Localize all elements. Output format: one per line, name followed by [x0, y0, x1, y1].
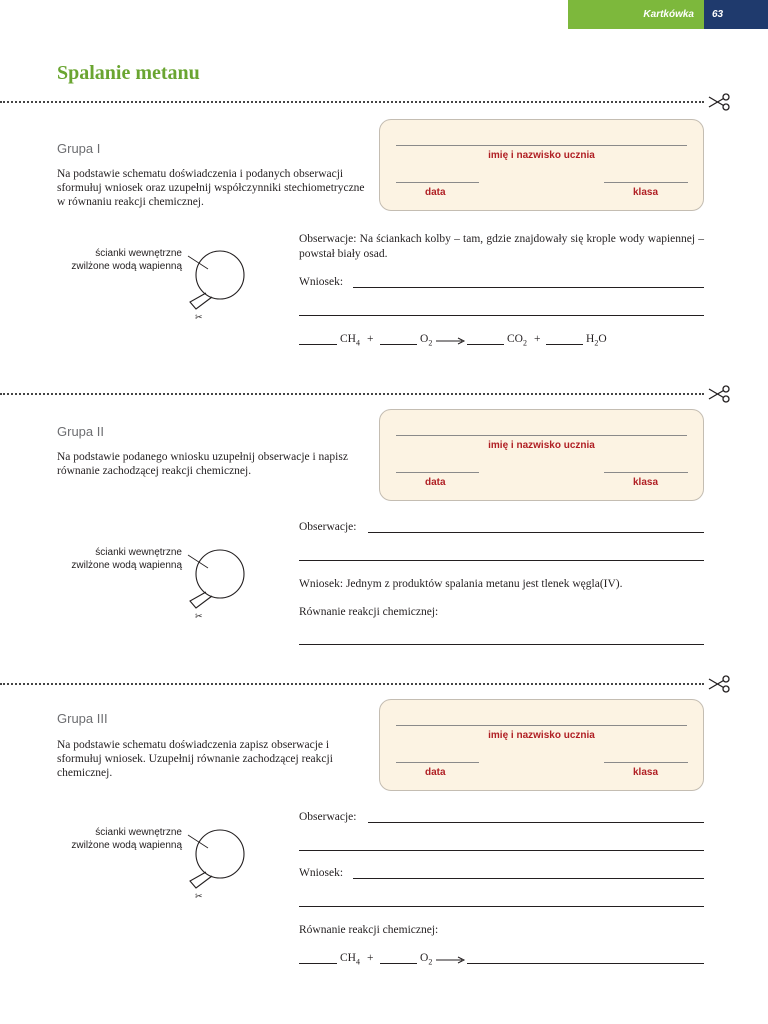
date-label: data [425, 187, 446, 198]
student-info-box [379, 119, 704, 211]
scissors-icon [708, 674, 732, 694]
date-field[interactable] [396, 762, 479, 763]
instruction: Na podstawie podanego wniosku uzupełnij obserwacje i napisz równanie zachodzącej reakcji chemicznej. [57, 451, 348, 477]
date-label: data [425, 767, 446, 778]
observation-text: Obserwacje: Na ściankach kolby – tam, gdzie znajdowały się krople wody wapiennej – powstał biały osad. [299, 233, 704, 260]
class-label: klasa [633, 477, 659, 488]
student-info-box [379, 699, 704, 791]
group-title: Grupa III [57, 711, 108, 726]
conclusion-field[interactable] [353, 878, 704, 879]
date-field[interactable] [396, 472, 479, 473]
page-number-tab [704, 0, 768, 29]
flask-icon [40, 247, 260, 327]
svg-text:✂: ✂ [195, 313, 203, 323]
observation-field[interactable] [368, 532, 704, 533]
date-label: data [425, 477, 446, 488]
conclusion-field[interactable] [353, 287, 704, 288]
page-number: 63 [712, 9, 724, 20]
coefficient-blank[interactable] [546, 344, 583, 345]
plus-sign: + [367, 952, 374, 964]
conclusion-text: Wniosek: Jednym z produktów spalania metanu jest tlenek węgla(IV). [299, 578, 623, 590]
formula: CH [340, 952, 356, 964]
cut-line [0, 92, 768, 112]
plus-sign: + [367, 333, 374, 345]
reaction-arrow-icon [436, 955, 466, 965]
name-label: imię i nazwisko ucznia [488, 150, 595, 161]
class-label: klasa [633, 767, 659, 778]
observation-field[interactable] [299, 560, 704, 561]
equation-field[interactable] [299, 644, 704, 645]
diagram-label: ścianki wewnętrzne [95, 547, 182, 558]
group-title: Grupa I [57, 141, 101, 156]
instruction: Na podstawie schematu doświadczenia zapisz obserwacje i sformułuj wniosek. Uzupełnij równanie zachodzącej reakcji chemicznej. [57, 739, 333, 779]
observation-field[interactable] [299, 850, 704, 851]
conclusion-field[interactable] [299, 315, 704, 316]
cut-line [0, 674, 768, 694]
scissors-icon [708, 92, 732, 112]
flask-diagram [40, 546, 260, 626]
name-label: imię i nazwisko ucznia [488, 730, 595, 741]
products-field[interactable] [467, 963, 704, 964]
diagram-label: zwilżone wodą wapienną [71, 840, 182, 851]
coefficient-blank[interactable] [299, 963, 337, 964]
group-title: Grupa II [57, 424, 104, 439]
coefficient-blank[interactable] [467, 344, 504, 345]
diagram-label: zwilżone wodą wapienną [71, 560, 182, 571]
section-tab [568, 0, 704, 29]
svg-text:✂: ✂ [195, 892, 203, 902]
student-info-box [379, 409, 704, 501]
formula: O [420, 333, 429, 345]
formula: O [420, 952, 429, 964]
equation-label: Równanie reakcji chemicznej: [299, 606, 439, 618]
formula: H [586, 333, 595, 345]
diagram-label: ścianki wewnętrzne [95, 827, 182, 838]
instruction: Na podstawie schematu doświadczenia i podanych obserwacji sformułuj wniosek oraz uzupełnij współczynniki stechiometryczne w równaniu reakcji chemicznej. [57, 168, 365, 208]
coefficient-blank[interactable] [299, 344, 337, 345]
diagram-label: zwilżone wodą wapienną [71, 261, 182, 272]
name-label: imię i nazwisko ucznia [488, 440, 595, 451]
flask-diagram [40, 826, 260, 906]
conclusion-label: Wniosek: [299, 867, 344, 879]
class-field[interactable] [604, 472, 688, 473]
svg-text:✂: ✂ [195, 612, 203, 622]
conclusion-field[interactable] [299, 906, 704, 907]
name-field[interactable] [396, 725, 687, 726]
date-field[interactable] [396, 182, 479, 183]
equation-label: Równanie reakcji chemicznej: [299, 924, 439, 936]
plus-sign: + [534, 333, 541, 345]
coefficient-blank[interactable] [380, 344, 417, 345]
observation-field[interactable] [368, 822, 704, 823]
flask-icon [40, 546, 260, 626]
formula: CH [340, 333, 356, 345]
flask-diagram [40, 247, 260, 327]
scissors-icon [708, 384, 732, 404]
cut-line [0, 384, 768, 404]
conclusion-label: Wniosek: [299, 276, 344, 288]
observation-label: Obserwacje: [299, 811, 357, 823]
formula: CO [507, 333, 523, 345]
name-field[interactable] [396, 435, 687, 436]
diagram-label: ścianki wewnętrzne [95, 248, 182, 259]
class-field[interactable] [604, 182, 688, 183]
observation-label: Obserwacje: [299, 521, 357, 533]
reaction-arrow-icon [436, 336, 466, 346]
flask-icon [40, 826, 260, 906]
name-field[interactable] [396, 145, 687, 146]
page-title: Spalanie metanu [57, 62, 200, 84]
coefficient-blank[interactable] [380, 963, 417, 964]
class-field[interactable] [604, 762, 688, 763]
class-label: klasa [633, 187, 659, 198]
section-label: Kartkówka [643, 9, 694, 20]
